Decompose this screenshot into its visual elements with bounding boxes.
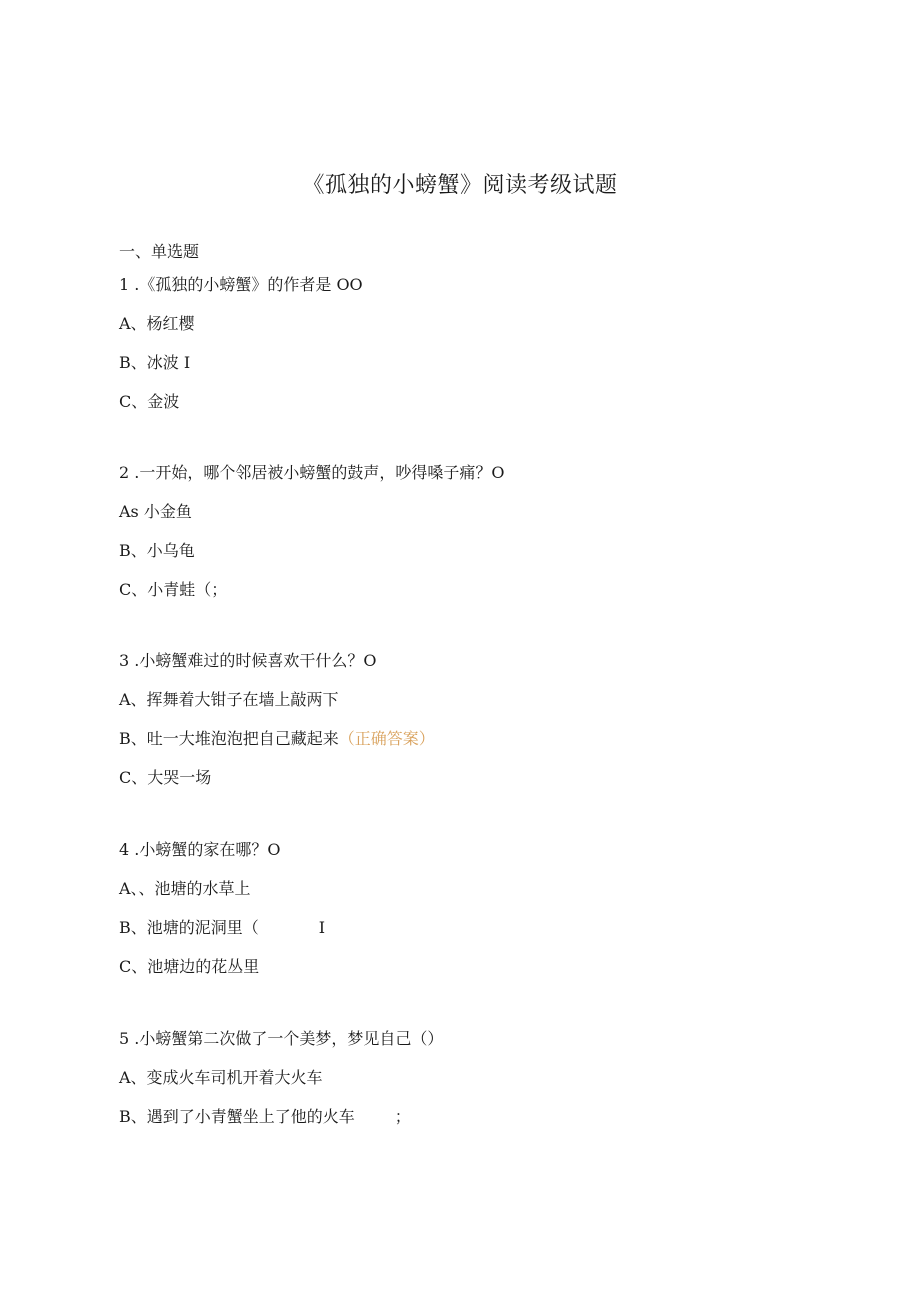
question-4-option-c: C、池塘边的花丛里 [119, 957, 260, 976]
question-4-option-b [119, 917, 325, 939]
question-3-option-c: C、大哭一场 [119, 768, 212, 787]
question-5-option-b-text: B、遇到了小青蟹坐上了他的火车 [119, 1107, 355, 1126]
question-5-stem: 5 .小螃蟹第二次做了一个美梦，梦见自己（） [119, 1029, 444, 1048]
question-1-option-b: B、冰波 I [119, 353, 191, 372]
question-3-option-b-text: B、吐一大堆泡泡把自己藏起来 [119, 729, 339, 748]
question-2-stem: 2 .一开始，哪个邻居被小螃蟹的鼓声，吵得嗓子痛？O [119, 463, 505, 482]
question-2-option-c: C、小青蛙（； [119, 580, 228, 599]
question-3-option-b [119, 728, 435, 750]
question-4-option-a: A、、池塘的水草上 [119, 879, 251, 898]
question-1-option-c: C、金波 [119, 392, 180, 411]
section-heading: 一、单选题 [119, 242, 200, 261]
question-2-option-a: As 小金鱼 [119, 502, 192, 521]
question-5-mark: ； [394, 1107, 411, 1126]
question-4-stem: 4 .小螃蟹的家在哪？O [119, 840, 281, 859]
question-5-option-b [119, 1106, 411, 1128]
question-1-stem: 1 .《孤独的小螃蟹》的作者是 OO [119, 275, 363, 294]
correct-answer-hint: （正确答案） [338, 729, 435, 748]
question-3-stem: 3 .小螃蟹难过的时候喜欢干什么？O [119, 651, 377, 670]
question-2-option-b: B、小乌龟 [119, 541, 195, 560]
question-4-mark: I [318, 918, 326, 937]
question-3-option-a: A、挥舞着大钳子在墙上敲两下 [119, 690, 339, 709]
question-4-option-b-text: B、池塘的泥洞里（ [119, 918, 259, 937]
question-1-option-a: A、杨红樱 [119, 314, 195, 333]
question-5-option-a: A、变成火车司机开着大火车 [119, 1068, 323, 1087]
page-title: 《孤独的小螃蟹》阅读考级试题 [302, 173, 618, 198]
